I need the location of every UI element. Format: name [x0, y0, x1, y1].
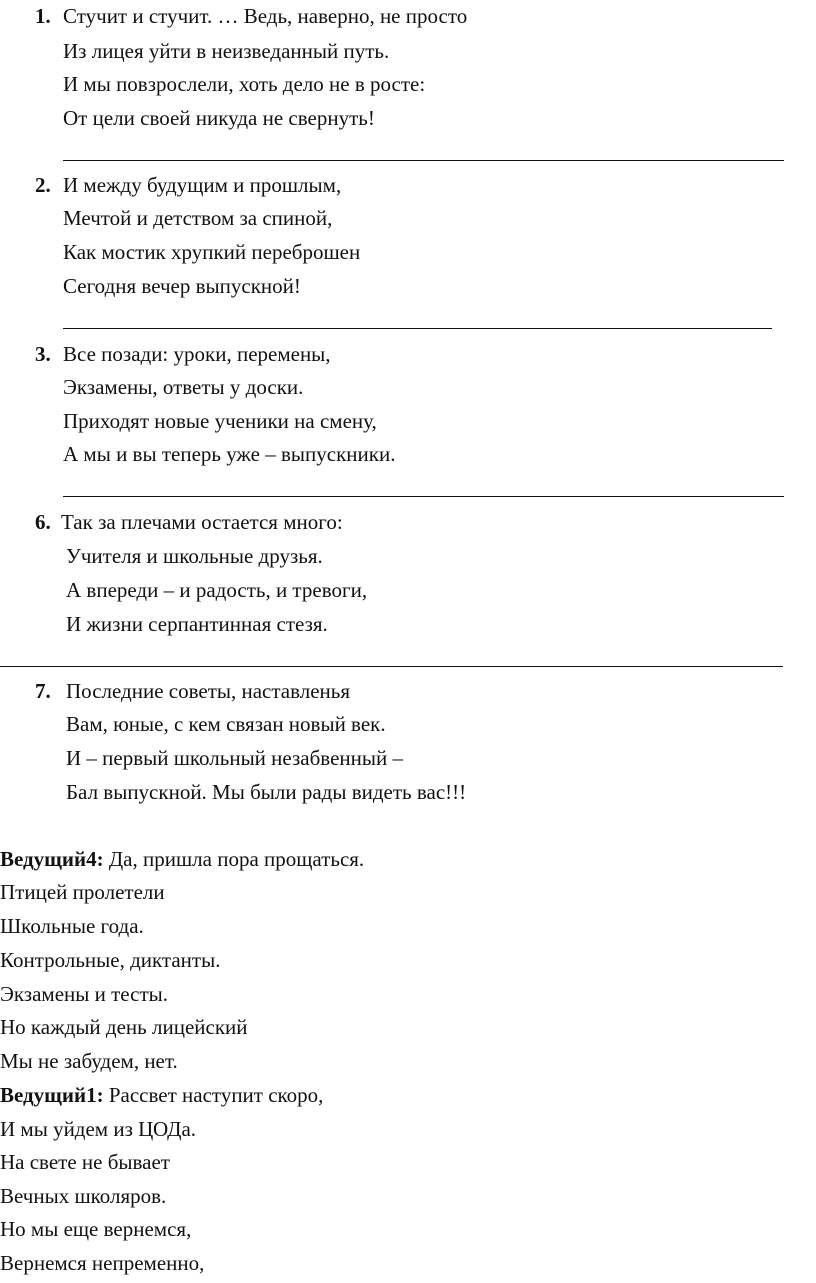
speech-text: Мы не забудем, нет. [0, 1049, 178, 1073]
speech-text: Но мы еще вернемся, [0, 1217, 192, 1241]
speech-line [0, 1251, 204, 1276]
speech-line [0, 1217, 191, 1242]
speech-text: Вечных школяров. [0, 1184, 167, 1208]
verse-line: Учителя и школьные друзья. [66, 544, 323, 568]
stanza-number: 1. [35, 4, 51, 28]
verse-line: Сегодня вечер выпускной! [63, 274, 301, 298]
verse-line: И – первый школьный незабвенный – [66, 746, 403, 770]
separator-line [0, 666, 783, 667]
speech-line [0, 948, 220, 973]
speech-text: Да, пришла пора прощаться. [103, 847, 365, 871]
speech-line [0, 1015, 248, 1040]
stanza-number: 3. [35, 342, 51, 366]
speaker-label: Ведущий4: [0, 847, 104, 871]
speech-line [0, 1083, 323, 1108]
verse-line: Из лицея уйти в неизведанный путь. [63, 39, 390, 63]
speech-text: Вернемся непременно, [0, 1251, 205, 1275]
speech-line [0, 1150, 170, 1175]
verse-line: Так за плечами остается много: [61, 510, 343, 534]
verse-line: Последние советы, наставленья [66, 679, 351, 703]
speech-line [0, 847, 364, 872]
separator-line [63, 160, 784, 161]
speech-text: Контрольные, диктанты. [0, 948, 221, 972]
verse-line: Мечтой и детством за спиной, [63, 206, 333, 230]
speech-line [0, 914, 144, 939]
stanza-number: 6. [35, 510, 51, 534]
separator-line [63, 328, 772, 329]
speech-line [0, 1117, 196, 1142]
verse-line: От цели своей никуда не свернуть! [63, 106, 375, 130]
speaker-label: Ведущий1: [0, 1083, 104, 1107]
speech-text: Экзамены и тесты. [0, 982, 168, 1006]
speech-text: Школьные года. [0, 914, 144, 938]
speech-line [0, 982, 168, 1007]
verse-line: Бал выпускной. Мы были рады видеть вас!!! [66, 780, 467, 804]
speech-line [0, 1049, 178, 1074]
verse-line: Вам, юные, с кем связан новый век. [66, 712, 386, 736]
speech-line [0, 880, 165, 905]
speech-text: Рассвет наступит скоро, [103, 1083, 324, 1107]
verse-line: А мы и вы теперь уже – выпускники. [63, 442, 396, 466]
verse-line: И между будущим и прошлым, [63, 173, 342, 197]
verse-line: Стучит и стучит. … Ведь, наверно, не просто [63, 4, 468, 28]
speech-text: Птицей пролетели [0, 880, 165, 904]
verse-line: А впереди – и радость, и тревоги, [66, 578, 368, 602]
stanza-number: 2. [35, 173, 51, 197]
verse-line: И мы повзрослели, хоть дело не в росте: [63, 72, 426, 96]
speech-text: Но каждый день лицейский [0, 1015, 248, 1039]
separator-line [63, 496, 784, 497]
speech-text: И мы уйдем из ЦОДа. [0, 1117, 197, 1141]
verse-line: Экзамены, ответы у доски. [63, 375, 304, 399]
stanza-number: 7. [35, 679, 51, 703]
verse-line: Все позади: уроки, перемены, [63, 342, 331, 366]
verse-line: Приходят новые ученики на смену, [63, 409, 377, 433]
verse-line: И жизни серпантинная стезя. [66, 612, 328, 636]
verse-line: Как мостик хрупкий переброшен [63, 240, 361, 264]
speech-line [0, 1184, 166, 1209]
speech-text: На свете не бывает [0, 1150, 170, 1174]
